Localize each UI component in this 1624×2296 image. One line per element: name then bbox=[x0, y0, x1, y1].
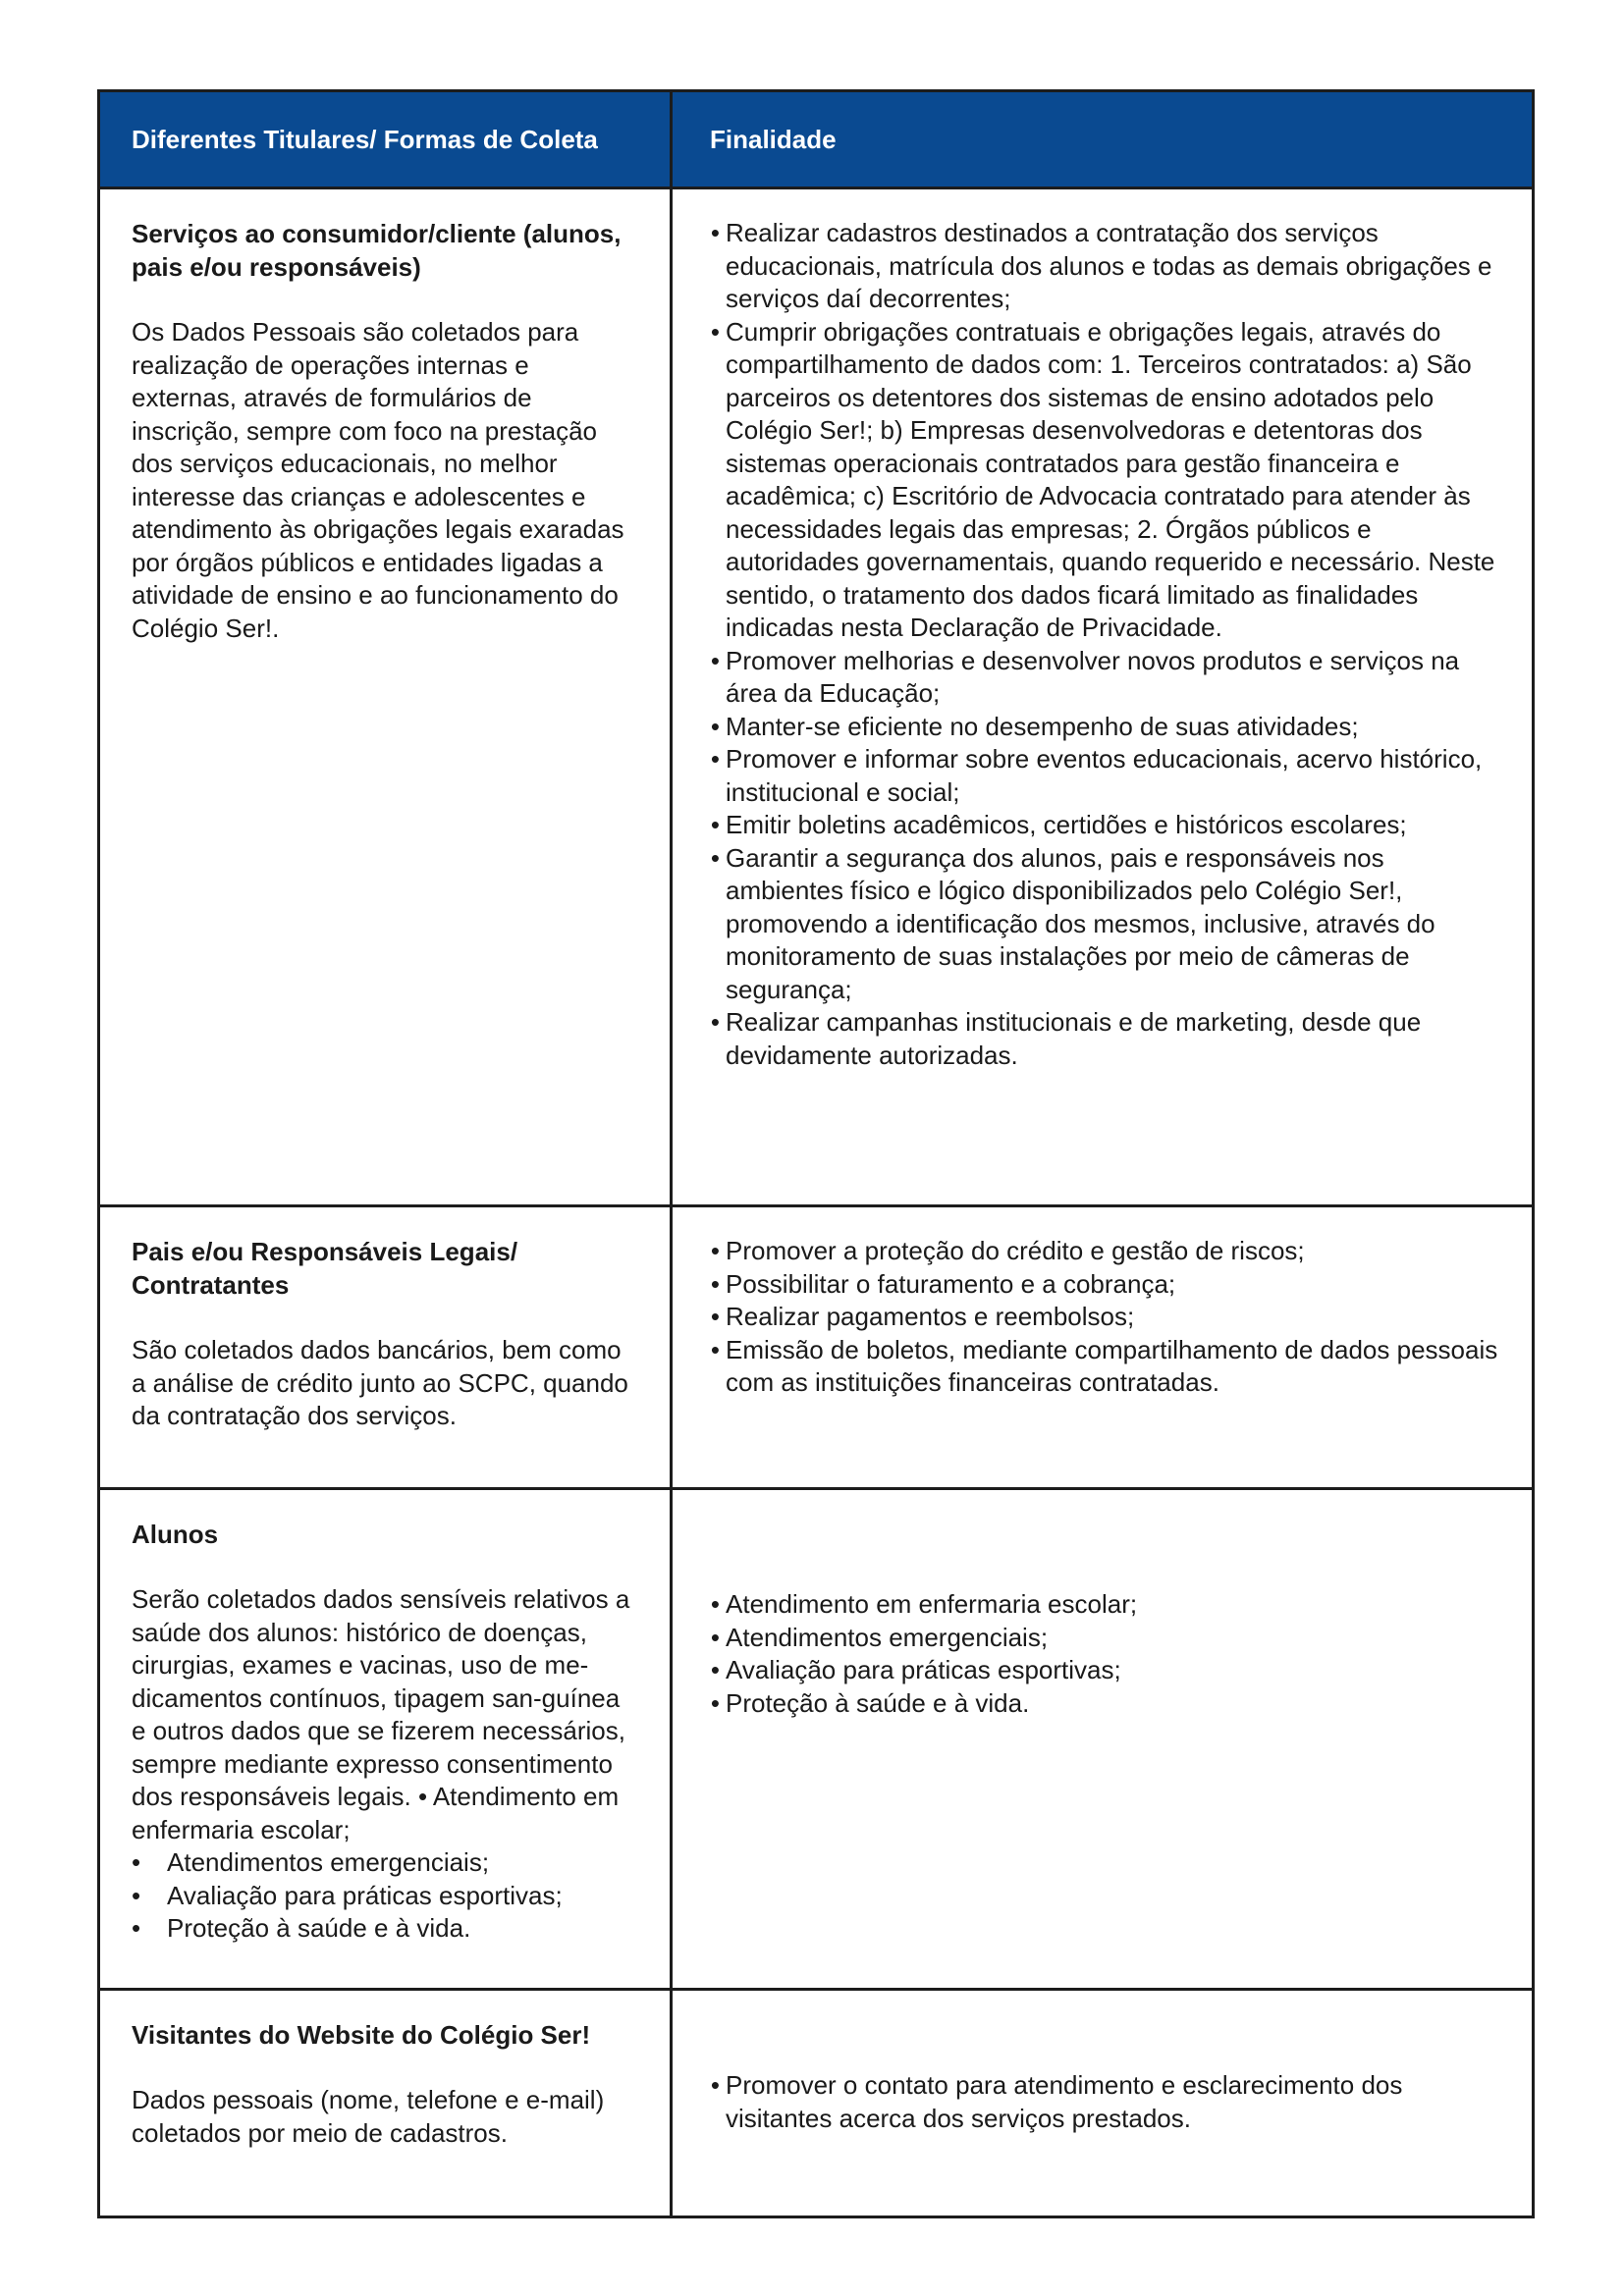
row-description: Os Dados Pessoais são coletados para realização de operações internas e externas, através de formulários de inscrição, sempre com foco na prestação dos serviços educacionais, no melhor interesse das crianças e adolescentes e atendimento às obrigações legais exaradas por órgãos públicos e entidades ligadas a atividade de ensino e ao funcionamento do Colégio Ser!. bbox=[132, 317, 624, 643]
row-description: Serão coletados dados sensíveis relativos a saúde dos alunos: histórico de doenças, cirurgias, exames e vacinas, uso de me-dicamentos contínuos, tipagem san-guínea e outros dados que se fizerem necessários, sempre mediante expresso consentimento dos responsáveis legais. • Atendimento em enfermaria escolar; bbox=[132, 1584, 630, 1844]
row-description: Dados pessoais (nome, telefone e e-mail) coletados por meio de cadastros. bbox=[132, 2085, 605, 2148]
titulares-cell bbox=[100, 1991, 673, 2216]
description-bullet-item: • Atendimentos emergenciais; bbox=[167, 1846, 640, 1880]
row-title: Pais e/ou Responsáveis Legais/ Contratantes bbox=[132, 1237, 518, 1300]
purpose-item: • Promover o contato para atendimento e esclarecimento dos visitantes acerca dos serviços prestados. bbox=[726, 2069, 1502, 2135]
purpose-item: • Promover melhorias e desenvolver novos produtos e serviços na área da Educação; bbox=[726, 645, 1502, 711]
row-title: Serviços ao consumidor/cliente (alunos, pais e/ou responsáveis) bbox=[132, 219, 622, 282]
header-label-titulares: Diferentes Titulares/ Formas de Coleta bbox=[132, 124, 598, 154]
purpose-item: • Possibilitar o faturamento e a cobrança; bbox=[726, 1268, 1502, 1302]
description-bullet-list bbox=[132, 1846, 640, 1946]
table-row bbox=[100, 187, 1532, 1204]
row-description: São coletados dados bancários, bem como a análise de crédito junto ao SCPC, quando da contratação dos serviços. bbox=[132, 1335, 628, 1430]
purpose-list bbox=[726, 1588, 1502, 1720]
description-bullet-item: • Avaliação para práticas esportivas; bbox=[167, 1880, 640, 1913]
row-title: Alunos bbox=[132, 1520, 219, 1549]
row-title: Visitantes do Website do Colégio Ser! bbox=[132, 2020, 591, 2050]
table-row bbox=[100, 1204, 1532, 1487]
purpose-item: • Atendimentos emergenciais; bbox=[726, 1622, 1502, 1655]
purpose-item: • Atendimento em enfermaria escolar; bbox=[726, 1588, 1502, 1622]
titulares-cell bbox=[100, 1207, 673, 1487]
purpose-item: • Promover a proteção do crédito e gestão de riscos; bbox=[726, 1235, 1502, 1268]
purpose-item: • Garantir a segurança dos alunos, pais e responsáveis nos ambientes físico e lógico disponibilizados pelo Colégio Ser!, promovendo a identificação dos mesmos, inclusive, através do monitoramento de suas instalações por meio de câmeras de segurança; bbox=[726, 842, 1502, 1007]
finalidade-cell bbox=[673, 1207, 1532, 1487]
finalidade-cell bbox=[673, 1991, 1532, 2216]
finalidade-cell bbox=[673, 189, 1532, 1204]
purpose-item: • Avaliação para práticas esportivas; bbox=[726, 1654, 1502, 1687]
table-row bbox=[100, 1988, 1532, 2216]
purpose-item: • Emitir boletins acadêmicos, certidões e históricos escolares; bbox=[726, 809, 1502, 842]
data-collection-table bbox=[97, 89, 1535, 2218]
header-label-finalidade: Finalidade bbox=[710, 124, 837, 154]
purpose-list bbox=[726, 1235, 1502, 1400]
purpose-item: • Cumprir obrigações contratuais e obrigações legais, através do compartilhamento de dados com: 1. Terceiros contratados: a) São parceiros os detentores dos sistemas de ensino adotados pelo Colégio Ser!; b) Empresas desenvolvedoras e detentoras dos sistemas operacionais contratados para gestão financeira e acadêmica; c) Escritório de Advocacia contratado para atender às necessidades legais das empresas; 2. Órgãos públicos e autoridades governamentais, quando requerido e necessário. Neste sentido, o tratamento dos dados ficará limitado as finalidades indicadas nesta Declaração de Privacidade. bbox=[726, 316, 1502, 645]
purpose-item: • Promover e informar sobre eventos educacionais, acervo histórico, institucional e social; bbox=[726, 743, 1502, 809]
header-cell-finalidade bbox=[673, 92, 1532, 187]
description-bullet-item: • Proteção à saúde e à vida. bbox=[167, 1912, 640, 1946]
table-header-row bbox=[100, 92, 1532, 187]
finalidade-cell bbox=[673, 1490, 1532, 1988]
purpose-item: • Proteção à saúde e à vida. bbox=[726, 1687, 1502, 1721]
purpose-item: • Manter-se eficiente no desempenho de suas atividades; bbox=[726, 711, 1502, 744]
purpose-item: • Realizar cadastros destinados a contratação dos serviços educacionais, matrícula dos alunos e todas as demais obrigações e serviços daí decorrentes; bbox=[726, 217, 1502, 316]
header-cell-titulares bbox=[100, 92, 673, 187]
purpose-item: • Emissão de boletos, mediante compartilhamento de dados pessoais com as instituições financeiras contratadas. bbox=[726, 1334, 1502, 1400]
titulares-cell bbox=[100, 1490, 673, 1988]
table-row bbox=[100, 1487, 1532, 1988]
purpose-list bbox=[726, 217, 1502, 1072]
purpose-item: • Realizar pagamentos e reembolsos; bbox=[726, 1301, 1502, 1334]
purpose-item: • Realizar campanhas institucionais e de marketing, desde que devidamente autorizadas. bbox=[726, 1006, 1502, 1072]
titulares-cell bbox=[100, 189, 673, 1204]
purpose-list bbox=[726, 2069, 1502, 2135]
